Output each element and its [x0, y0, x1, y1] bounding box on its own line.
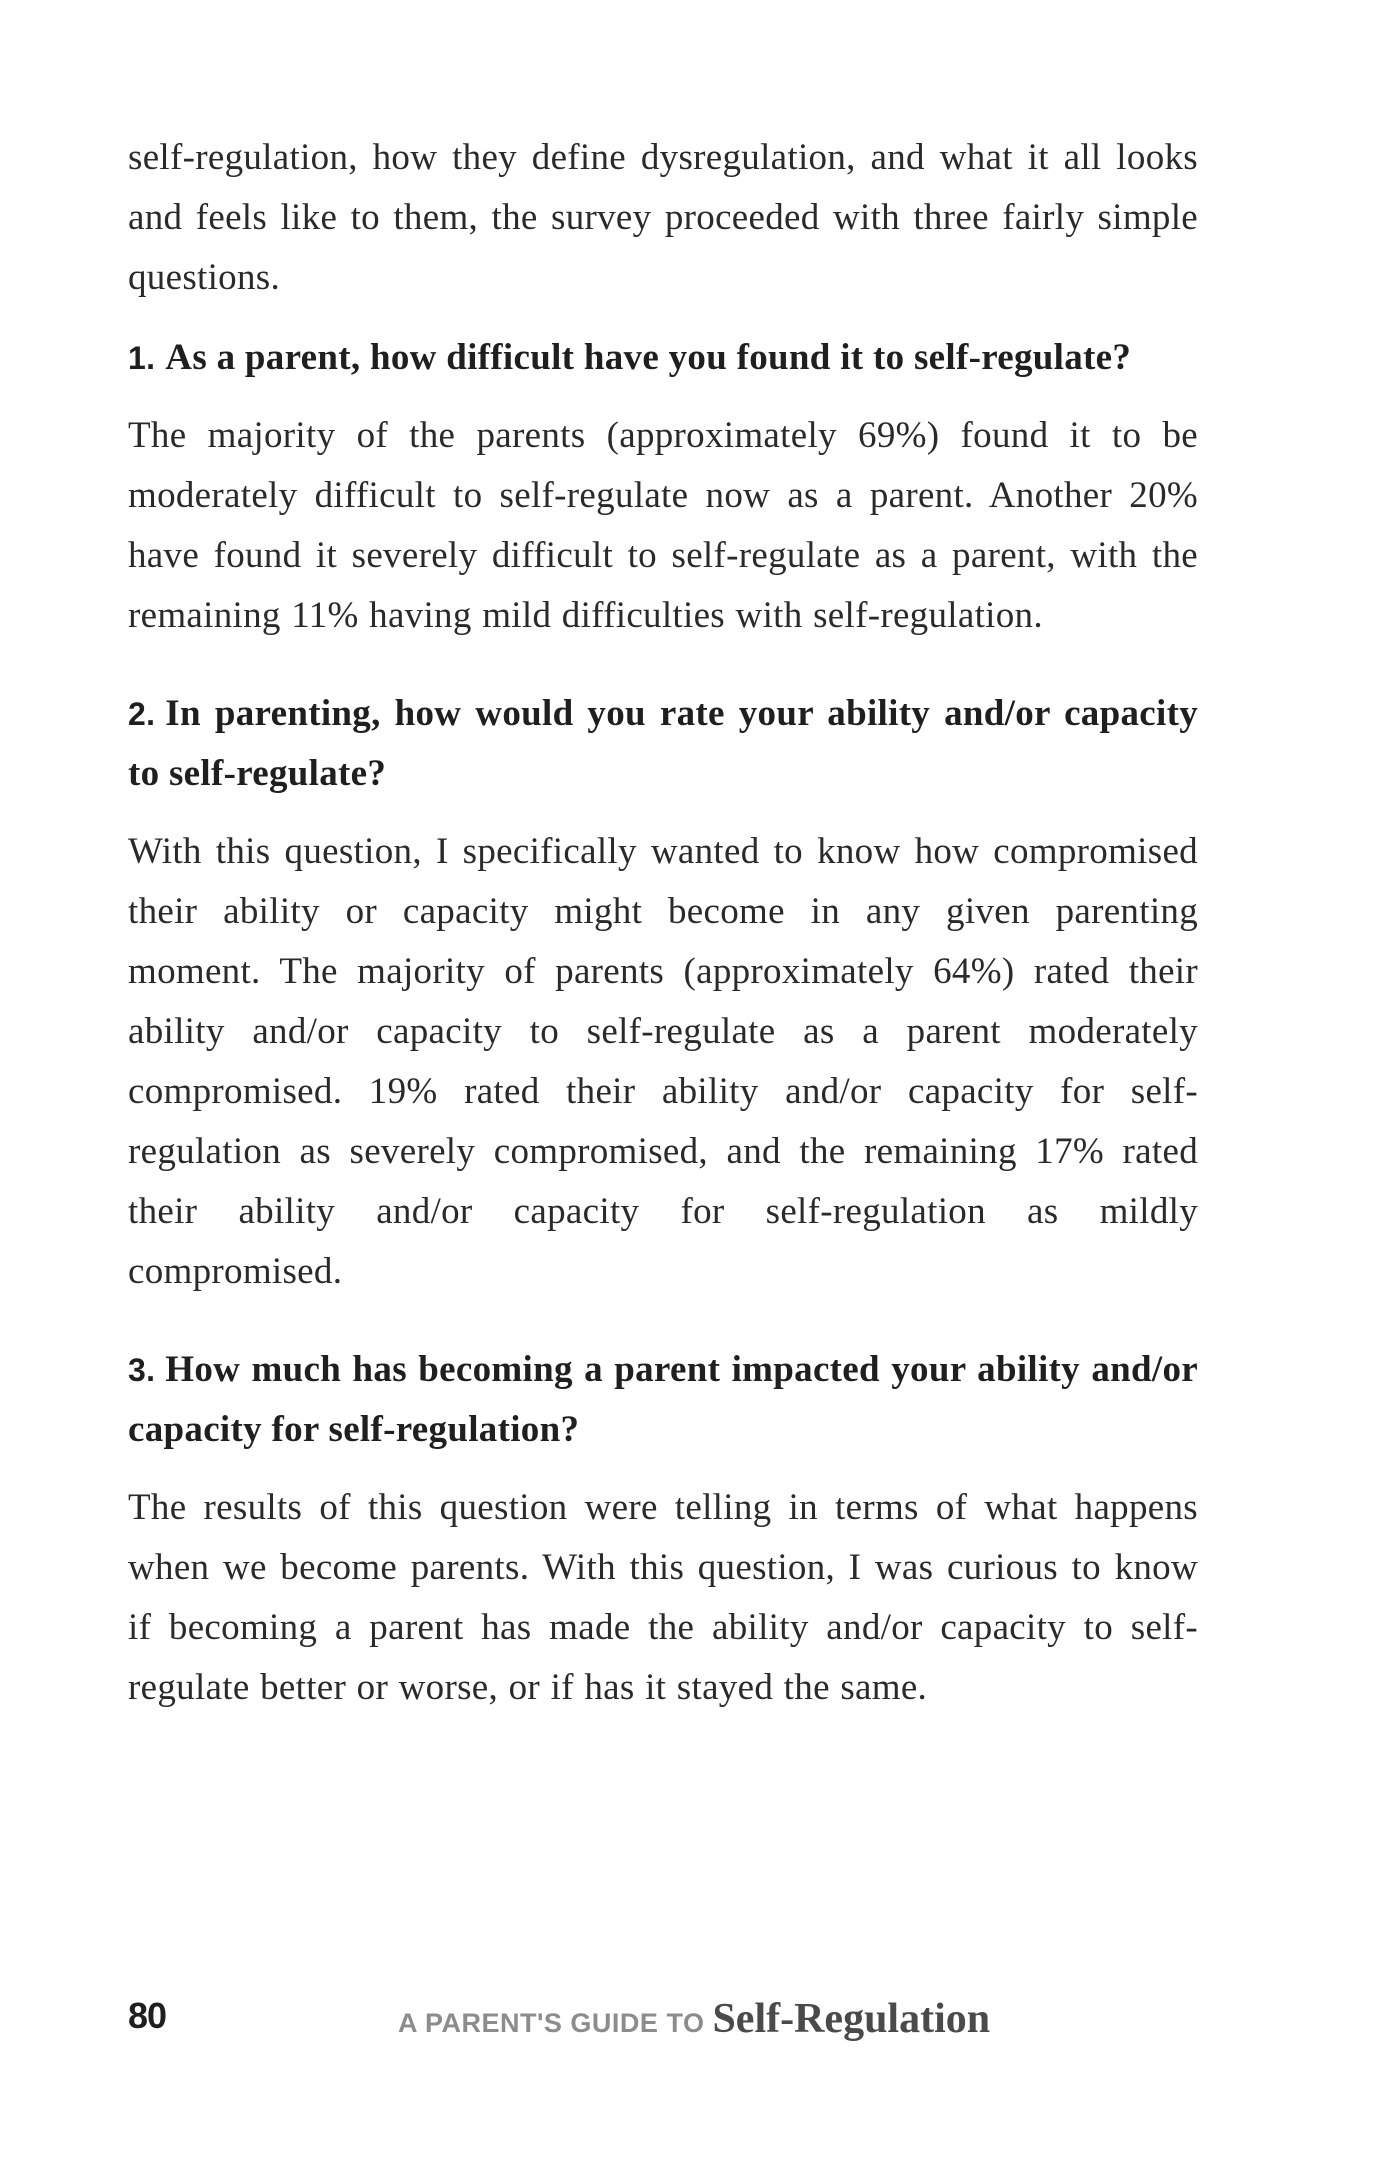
question-2-number: 2. [128, 696, 156, 732]
page-body [128, 128, 1198, 1718]
question-2-text: In parenting, how would you rate your ability and/or capacity to self-regulate? [128, 693, 1198, 794]
running-head-small: A PARENT'S GUIDE TO [398, 2008, 705, 2038]
question-3-text: How much has becoming a parent impacted your ability and/or capacity for self-regulation? [128, 1349, 1198, 1450]
question-3 [128, 1340, 1198, 1460]
question-1 [128, 328, 1198, 388]
page-number: 80 [128, 1995, 167, 2036]
page-footer [128, 1995, 1198, 2055]
answer-1: The majority of the parents (approximately 69%) found it to be moderately difficult to self-regulate now as a parent. Another 20% have found it severely difficult to self-regulate as a parent, with the remaining 11% having mild difficulties with self-regulation. [128, 415, 1198, 636]
question-2 [128, 684, 1198, 804]
answer-3: The results of this question were telling in terms of what happens when we become parents. With this question, I was curious to know if becoming a parent has made the ability and/or capacity to self-regulate better or worse, or if has it stayed the same. [128, 1487, 1198, 1708]
question-3-number: 3. [128, 1352, 156, 1388]
intro-paragraph: self-regulation, how they define dysregulation, and what it all looks and feels like to them, the survey proceeded with three fairly simple questions. [128, 137, 1198, 298]
question-1-number: 1. [128, 340, 156, 376]
running-head [398, 1995, 990, 2043]
question-1-text: As a parent, how difficult have you found it to self-regulate? [165, 337, 1132, 378]
answer-2: With this question, I specifically wanted to know how compromised their ability or capacity might become in any given parenting moment. The majority of parents (approximately 64%) rated their ability and/or capacity to self-regulate as a parent moderately compromised. 19% rated their ability and/or capacity for self-regulation as severely compromised, and the remaining 17% rated their ability and/or capacity for self-regulation as mildly compromised. [128, 831, 1198, 1292]
running-head-title: Self-Regulation [712, 1996, 991, 2042]
